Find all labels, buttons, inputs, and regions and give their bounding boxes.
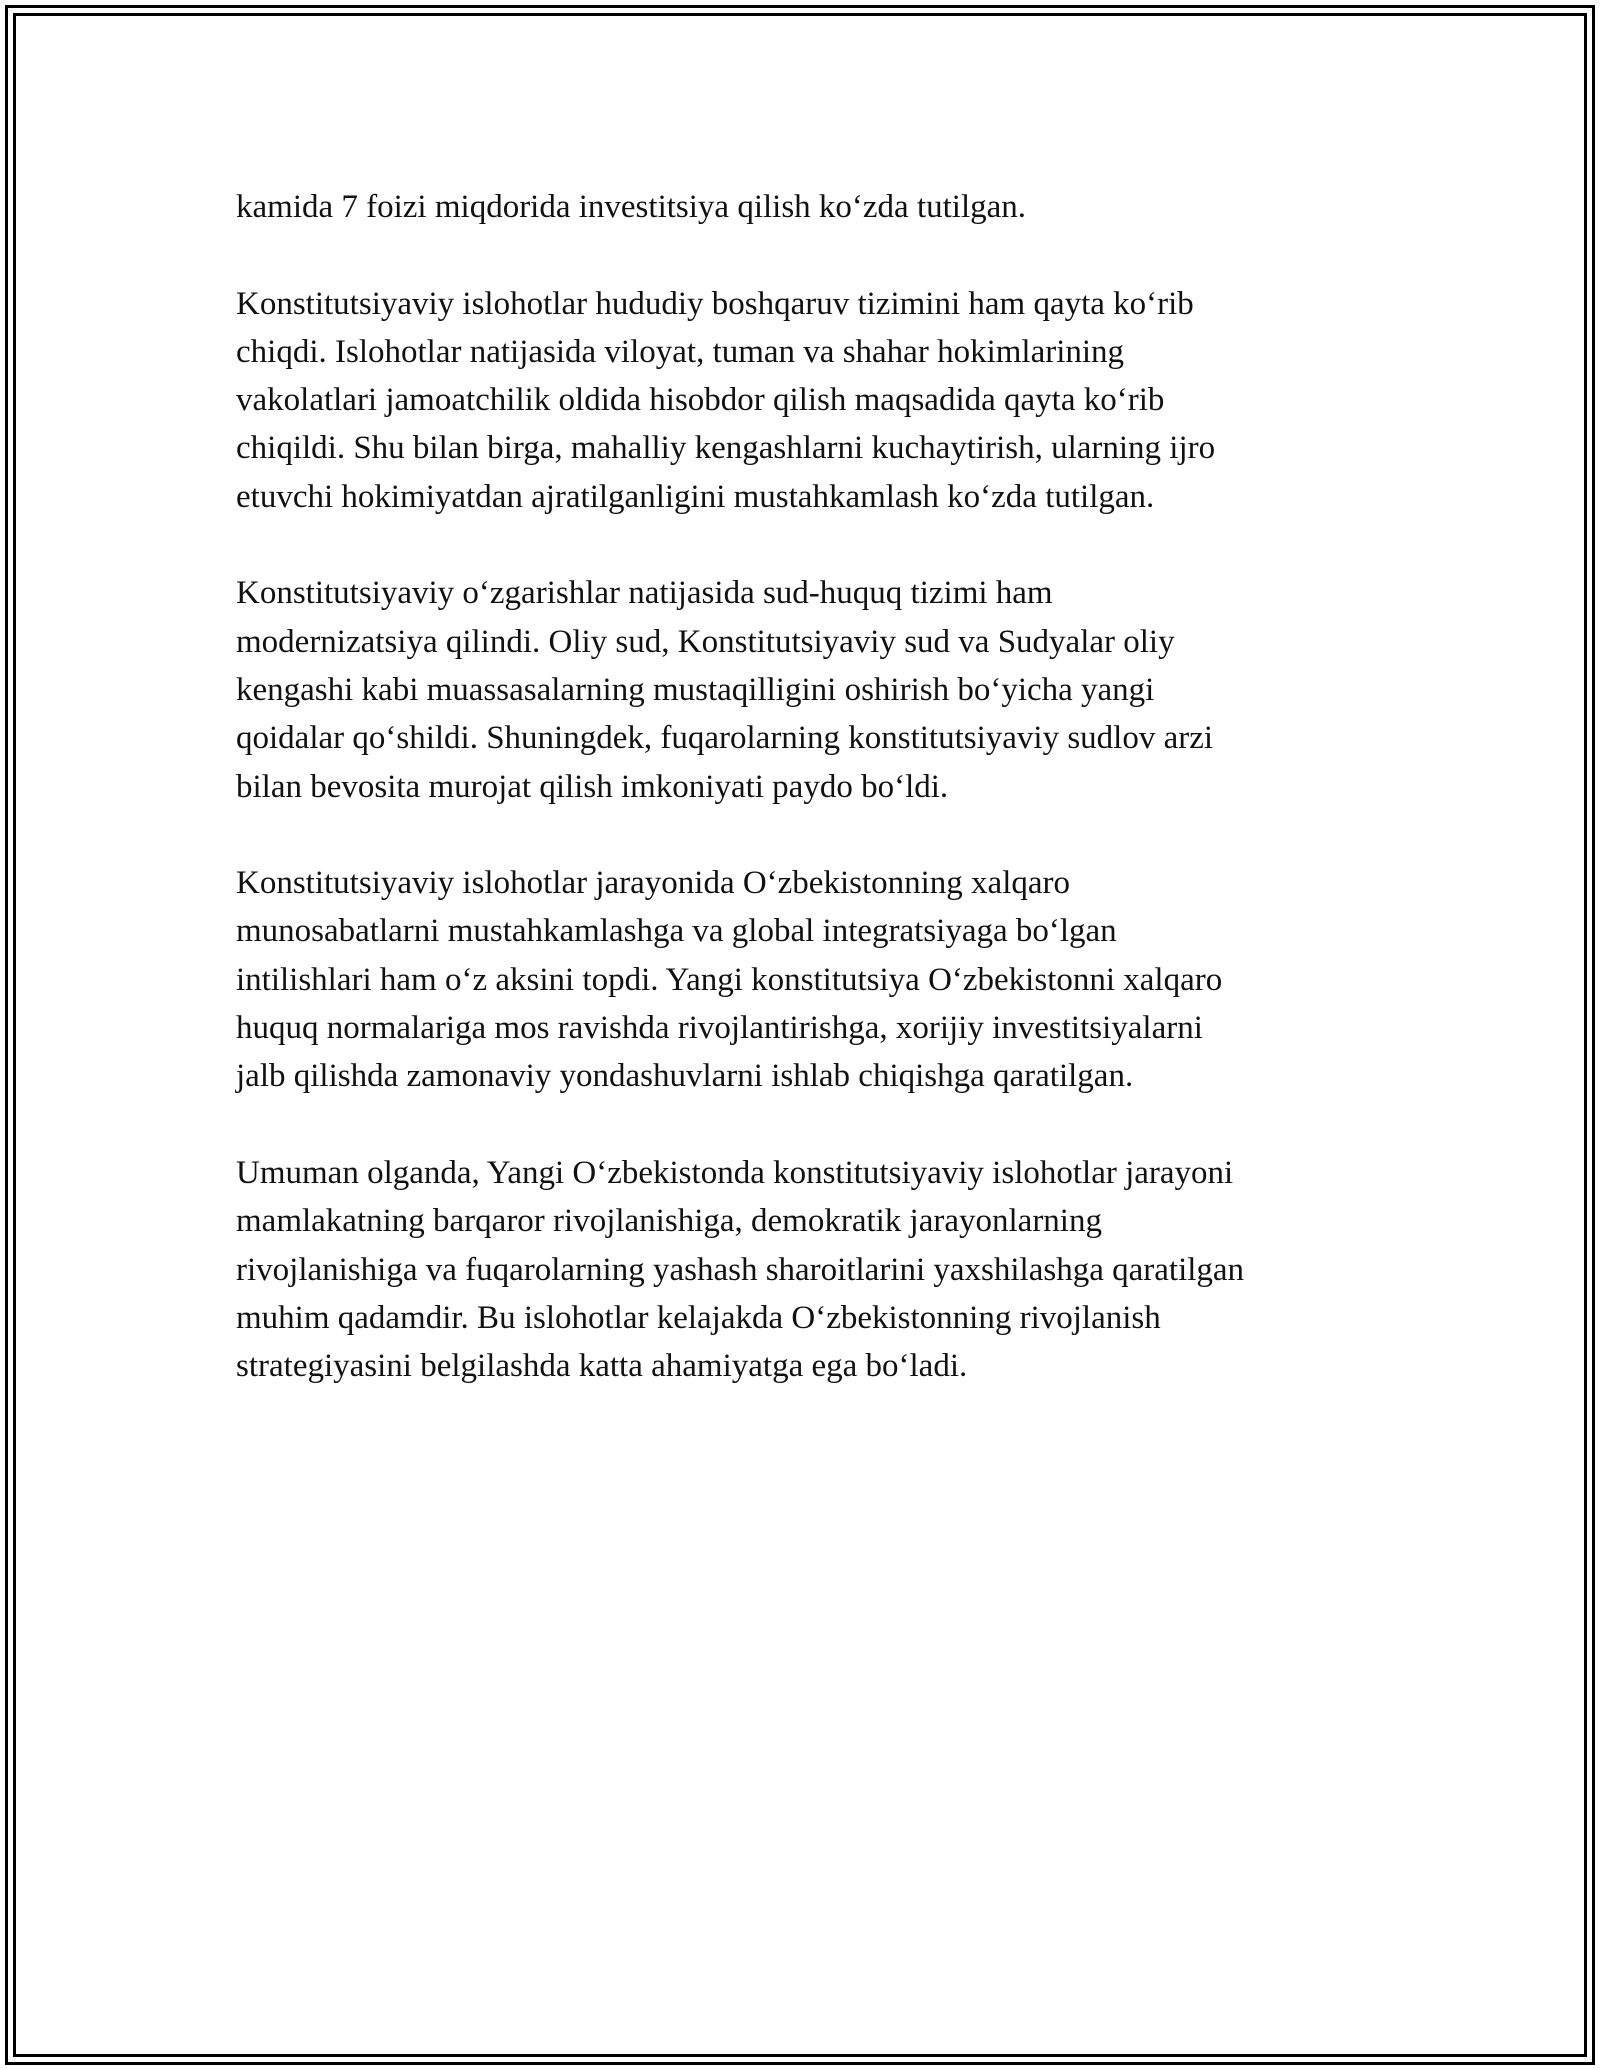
paragraph-5 [236,1149,1366,1390]
text-line: etuvchi hokimiyatdan ajratilganligini mustahkamlash ko‘zda tutilgan. [236,478,1155,515]
document-body [236,183,1366,1439]
text-line: modernizatsiya qilindi. Oliy sud, Konstitutsiyaviy sud va Sudyalar oliy [236,623,1175,660]
text-line: Konstitutsiyaviy islohotlar hududiy boshqaruv tizimini ham qayta ko‘rib [236,285,1194,322]
text-line: strategiyasini belgilashda katta ahamiyatga ega bo‘ladi. [236,1348,968,1385]
text-line: huquq normalariga mos ravishda rivojlantirishga, xorijiy investitsiyalarni [236,1010,1203,1047]
paragraph-2 [236,280,1366,521]
text-line: chiqdi. Islohotlar natijasida viloyat, tuman va shahar hokimlarining [236,333,1125,370]
text-line: muhim qadamdir. Bu islohotlar kelajakda O‘zbekistonning rivojlanish [236,1299,1161,1336]
text-line: kengashi kabi muassasalarning mustaqilligini oshirish bo‘yicha yangi [236,671,1155,708]
text-line: Konstitutsiyaviy islohotlar jarayonida O‘zbekistonning xalqaro [236,865,1071,902]
text-line: Konstitutsiyaviy o‘zgarishlar natijasida sud-huquq tizimi ham [236,575,1053,612]
paragraph-1 [236,183,1366,231]
text-line: bilan bevosita murojat qilish imkoniyati paydo bo‘ldi. [236,768,949,805]
text-line: rivojlanishiga va fuqarolarning yashash sharoitlarini yaxshilashga qaratilgan [236,1251,1245,1288]
text-line: chiqildi. Shu bilan birga, mahalliy kengashlarni kuchaytirish, ularning ijro [236,430,1216,467]
text-line: jalb qilishda zamonaviy yondashuvlarni ishlab chiqishga qaratilgan. [236,1058,1134,1095]
text-line: Umuman olganda, Yangi O‘zbekistonda konstitutsiyaviy islohotlar jarayoni [236,1154,1234,1191]
text-line: kamida 7 foizi miqdorida investitsiya qilish ko‘zda tutilgan. [236,189,1027,225]
paragraph-3 [236,569,1366,810]
text-line: munosabatlarni mustahkamlashga va global integratsiyaga bo‘lgan [236,913,1117,950]
text-line: vakolatlari jamoatchilik oldida hisobdor qilish maqsadida qayta ko‘rib [236,382,1165,419]
text-line: intilishlari ham o‘z aksini topdi. Yangi konstitutsiya O‘zbekistonni xalqaro [236,961,1223,998]
paragraph-4 [236,859,1366,1100]
text-line: mamlakatning barqaror rivojlanishiga, demokratik jarayonlarning [236,1203,1102,1240]
text-line: qoidalar qo‘shildi. Shuningdek, fuqarolarning konstitutsiyaviy sudlov arzi [236,720,1214,757]
